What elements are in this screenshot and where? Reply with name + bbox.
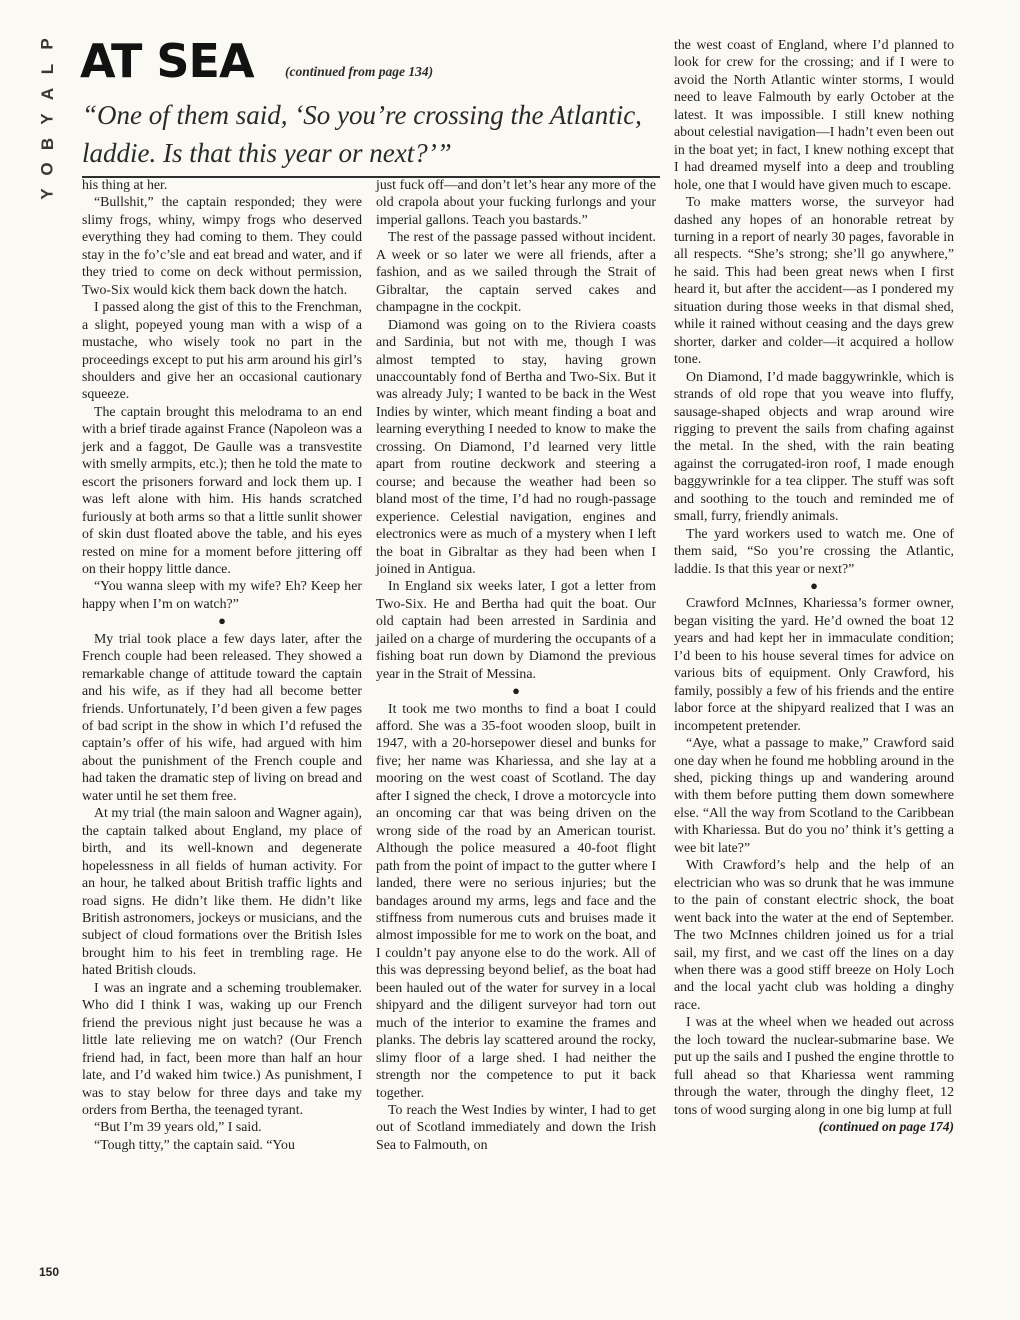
article-column-1 (82, 176, 362, 1153)
paragraph: The yard workers used to watch me. One of them said, “So you’re crossing the Atlantic, laddie. Is that this year or next?” (674, 525, 954, 576)
article-header (80, 36, 660, 86)
paragraph: I was an ingrate and a scheming troublemaker. Who did I think I was, waking up our French friend the previous night just because he was a little late relieving me on watch? (Our French friend had, in fact, been more than half an hour late, and I’d waked him twice.) As punishment, I was to stay below for three days and take my orders from Bertha, the teenaged tyrant. (82, 979, 362, 1117)
logo-letter: Y (38, 113, 57, 125)
continued-on-note: (continued on page 174) (818, 1119, 954, 1135)
paragraph: the west coast of England, where I’d planned to look for crew for the crossing; and if I were to avoid the North Atlantic winter storms, I would need to leave Falmouth by early October at the latest. It was impossible. I still knew nothing about celestial navigation—I hadn’t even been out in the boat yet; in fact, I knew nothing except that I had dreamed myself into a deep and troubling hole, one that I would have given much to escape. (674, 37, 954, 192)
paragraph: Diamond was going on to the Riviera coasts and Sardinia, but not with me, though I was almost tempted to stay, having grown unaccountably fond of Bertha and Two-Six. But it was already July; I wanted to be back in the West Indies by winter, which meant finding a boat and learning everything I needed to know to make the crossing. On Diamond, I’d learned very little apart from routine deckwork and steering a course; and because the weather had been so bland most of the time, I’d had no rough-passage experience. Celestial navigation, engines and electronics were as much of a mystery when I left the boat in Gibraltar as they had been when I joined in Antigua. (376, 316, 656, 576)
pull-quote: “One of them said, ‘So you’re crossing the Atlantic, laddie. Is that this year or next?’” (82, 100, 642, 168)
logo-letter: O (37, 162, 57, 176)
paragraph: Crawford McInnes, Khariessa’s former owner, began visiting the yard. He’d owned the boat 12 years and had kept her in immaculate condition; I’d been to his house several times for advice on various bits of equipment. Only Crawford, his family, possibly a few of his friends and the entire labor force at the shipyard realized that I was an incompetent pretender. (674, 595, 954, 733)
article-title: AT SEA (80, 34, 254, 88)
section-separator-bullet: ● (218, 613, 226, 629)
logo-letter: L (37, 63, 57, 75)
logo-letter: B (38, 137, 57, 151)
paragraph: “You wanna sleep with my wife? Eh? Keep her happy when I’m on watch?” (82, 578, 362, 611)
paragraph: To reach the West Indies by winter, I had to get out of Scotland immediately and down the Irish Sea to Falmouth, on (376, 1102, 656, 1152)
paragraph: On Diamond, I’d made baggywrinkle, which is strands of old rope that you weave into fluffy, sausage-shaped objects and wrap around wire rigging to prevent the sails from chafing against the metal. In the shed, with the rain beating against the corrugated-iron roof, I made enough baggywrinkle for a tea clipper. The stuff was soft and soothing to the touch and reminded me of small, furry, friendly animals. (674, 368, 954, 524)
continued-from-note: (continued from page 134) (285, 64, 434, 79)
paragraph: his thing at her. (82, 177, 168, 192)
section-separator-bullet: ● (810, 578, 818, 594)
paragraph: “Tough titty,” the captain said. “You (94, 1136, 295, 1152)
paragraph: My trial took place a few days later, after the French couple had been released. They showed a remarkable change of attitude toward the captain and his wife, as if they had all become better friends. Unfortunately, I’d been given a few pages of bad script in the show in which I’d refused the captain’s offer of his wife, had argued with him about the punishment of the French couple and had taken the dramatic step of living on bread and water until he set them free. (82, 630, 362, 803)
logo-letter: A (38, 87, 57, 101)
magazine-logo (38, 36, 58, 202)
paragraph: To make matters worse, the surveyor had dashed any hopes of an honorable retreat by turning in a report of nearly 30 pages, favorable in all respects. “She’s strong; she’ll go anywhere,” he said. This had been great news when I first heard it, but after the accident—as I pondered my situation during those weeks in that dismal shed, while it rained without ceasing and the days grew shorter, darker and colder—it acquired a hollow tone. (674, 194, 954, 367)
paragraph: At my trial (the main saloon and Wagner again), the captain talked about England, my place of birth, and its well-known and degenerate hopelessness in all fields of human activity. For an hour, he talked about British traffic lights and road signs. He didn’t like them. He didn’t like British astronomers, jockeys or musicians, and the subject of cloud formations over the British Isles brought him to his feet in trembling rage. He hated British clouds. (82, 805, 362, 978)
article-column-3 (674, 36, 954, 1136)
paragraph: It took me two months to find a boat I could afford. She was a 35-foot wooden sloop, built in 1947, with a 20-horsepower diesel and bunks for five; her name was Khariessa, and she lay at a mooring on the west coast of Scotland. The day after I signed the check, I drove a motorcycle into an oncoming car that was being driven on the wrong side of the road by an American tourist. Although the police measured a 40-foot flight path from the point of impact to the gutter where I landed, there were no serious injuries; but the bandages around my arms, legs and face and the stiffness from numerous cuts and bruises made it almost impossible for me to work on the boat, and I couldn’t pay anyone else to do the work. All of this was depressing beyond belief, as the boat had been hauled out of the water for survey in a local shipyard and the diligent surveyor had torn out much of the interior to examine the frames and planks. The debris lay scattered around the rocky, slimy floor of a large shed. I had neither the strength nor the competence to put it back together. (376, 700, 656, 1100)
logo-letter: Y (38, 188, 57, 200)
paragraph: “Bullshit,” the captain responded; they were slimy frogs, whiny, wimpy frogs who deserved everything they had coming to them. They could stay in the fo’c’sle and eat bread and water, and if they tried to come on deck without permission, Two-Six would kick them back down the hatch. (82, 194, 362, 297)
paragraph: In England six weeks later, I got a letter from Two-Six. He and Bertha had quit the boat. Our old captain had been arrested in Sardinia and jailed on a charge of murdering the occupants of a fishing boat run down by Diamond the previous year in the Strait of Messina. (376, 578, 656, 681)
page-number: 150 (39, 1265, 60, 1279)
logo-letter: P (38, 38, 57, 50)
paragraph: The rest of the passage passed without incident. A week or so later we were all friends, after a fashion, and as we sailed through the Strait of Gibraltar, the captain served cakes and champagne in the cockpit. (376, 229, 656, 315)
paragraph: I passed along the gist of this to the Frenchman, a slight, popeyed young man with a wisp of a mustache, who wisely took no part in the proceedings except to put his arm around his girl’s shoulders and give her an occasional cautionary squeeze. (82, 299, 362, 402)
paragraph: “Aye, what a passage to make,” Crawford said one day when he found me hobbling around in the shed, picking things up and wandering around with them before putting them down somewhere else. “All the way from Scotland to the Caribbean with Khariessa. But do you no’ think it’s getting a wee bit late?” (674, 735, 954, 855)
paragraph: I was at the wheel when we headed out across the loch toward the nuclear-submarine base. We put up the sails and I pushed the engine throttle to full ahead so that Khariessa went ramming through the water, through the dinghy fleet, 12 tons of wood surging along in one big lump at full (674, 1014, 954, 1117)
paragraph: “But I’m 39 years old,” I said. (94, 1119, 262, 1135)
paragraph: The captain brought this melodrama to an end with a brief tirade against France (Napoleon was a jerk and a faggot, De Gaulle was a transvestite with smelly armpits, etc.); then he told the mate to escort the prisoners forward and lock them up. I was left alone with him. His hands scratched furiously at both arms so that a little sunlit shower of skin dust floated above the table, and his eyes rested on mine for a moment before jittering off on their hoppy little dance. (82, 403, 362, 576)
article-column-2 (376, 176, 656, 1153)
paragraph: just fuck off—and don’t let’s hear any more of the old crapola about your fucking furlongs and your imperial gallons. Teach you bastards.” (376, 177, 656, 227)
paragraph: With Crawford’s help and the help of an electrician who was so drunk that he was immune to the pain of constant electric shock, the boat went back into the water at the end of September. The two McInnes children joined us for a trial sail, my first, and we cast off the lines on a day when there was a good stiff breeze on Holy Loch and the local yacht club was holding a dinghy race. (674, 857, 954, 1012)
section-separator-bullet: ● (512, 683, 520, 699)
